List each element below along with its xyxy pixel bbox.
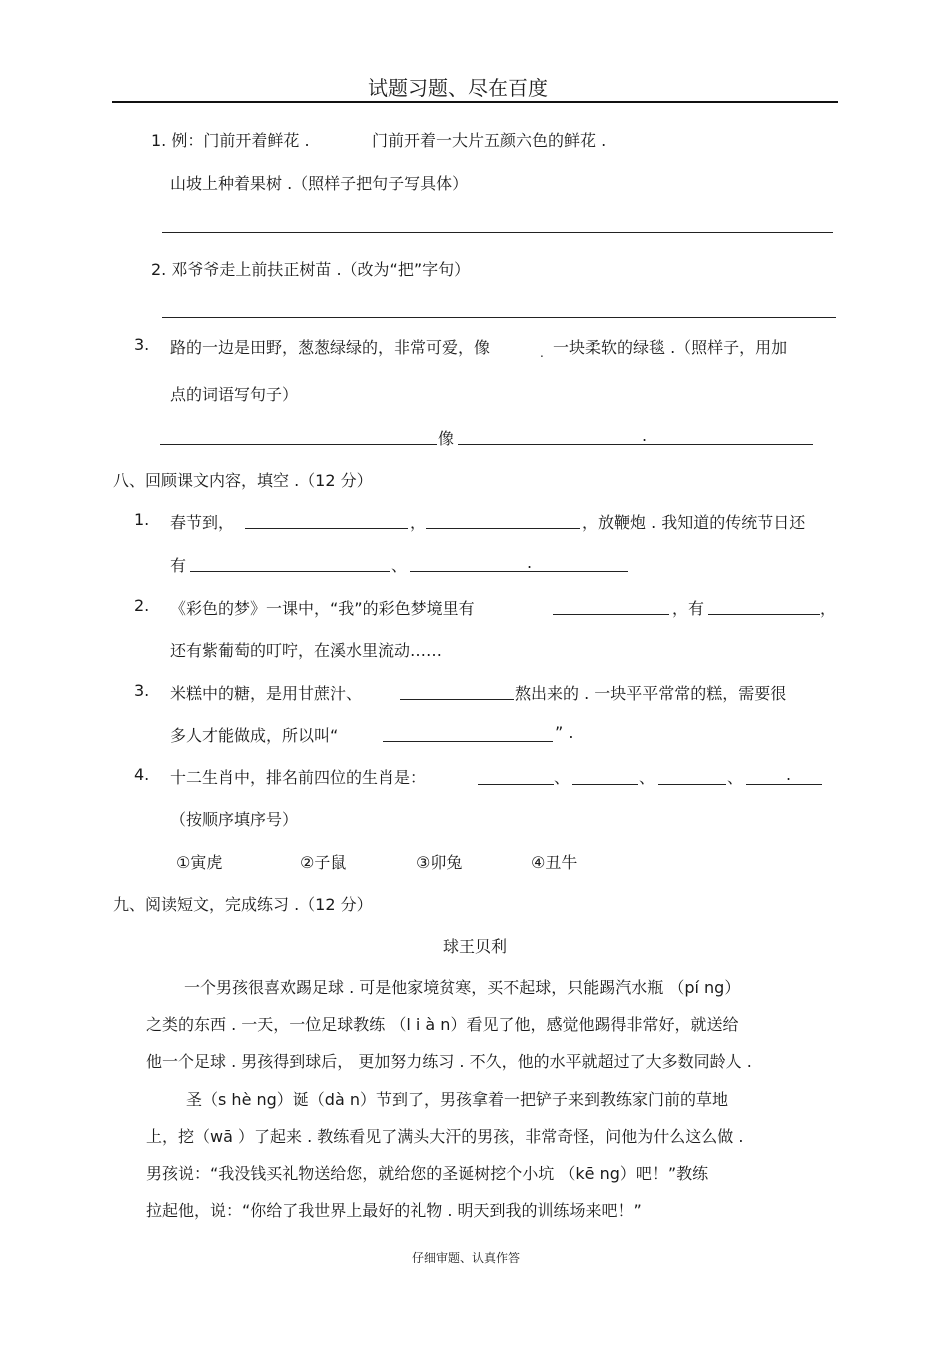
story-line: 男孩说：“我没钱买礼物送给您，就给您的圣诞树挖个小坑 （kē ng）吧！”教练 — [146, 1164, 709, 1183]
s8-q4-blank-2[interactable] — [572, 784, 638, 785]
s8-q4-sep-1: 、 — [554, 768, 571, 787]
story-title: 球王贝利 — [443, 937, 508, 956]
s8-q4-sep-3: 、 — [727, 768, 744, 787]
story-line: 之类的东西 . 一天，一位足球教练 （l i à n）看见了他，感觉他踢得非常好，就送给 — [146, 1015, 739, 1034]
page-footer: 仔细审题、认真作答 — [412, 1251, 521, 1265]
q3-text-cont: 一块柔软的绿毯 .（照样子，用加 — [553, 338, 788, 357]
s8-q4-a: 十二生肖中，排名前四位的生肖是： — [170, 768, 427, 787]
s8-q1-c: ，放鞭炮 . 我知道的传统节日还 — [582, 513, 806, 532]
s8-q4-blank-4[interactable] — [746, 784, 822, 785]
s8-q2-blank-2[interactable] — [708, 614, 820, 615]
s8-q4-period: . — [786, 765, 792, 784]
s8-q1-f: . — [527, 553, 533, 572]
s8-q2-number: 2. — [134, 596, 150, 615]
s8-q3-c: 多人才能做成，所以叫“ — [170, 726, 339, 745]
story-line: 拉起他，说：“你给了我世界上最好的礼物 . 明天到我的训练场来吧！” — [146, 1201, 642, 1220]
s8-q1-blank-4[interactable] — [410, 571, 628, 572]
story-line: 圣（s hè ng）诞（dà n）节到了，男孩拿着一把铲子来到教练家门前的草地 — [186, 1090, 728, 1109]
q1-answer-line[interactable] — [162, 232, 833, 233]
q3-blank-1[interactable] — [160, 444, 437, 445]
s8-q3-blank-2[interactable] — [383, 741, 553, 742]
section9-heading: 九、阅读短文，完成练习 .（12 分） — [113, 895, 373, 914]
s8-q3-blank-1[interactable] — [400, 699, 514, 700]
s8-q4-number: 4. — [134, 765, 150, 784]
q3-blank-2[interactable] — [458, 444, 813, 445]
option-2: ②子鼠 — [300, 853, 347, 872]
s8-q1-b: ， — [410, 513, 427, 532]
s8-q1-a: 春节到， — [170, 513, 235, 532]
option-1: ①寅虎 — [176, 853, 223, 872]
q1-task: 山坡上种着果树 .（照样子把句子写具体） — [170, 174, 469, 193]
q3-number: 3. — [134, 335, 150, 354]
s8-q2-c: ， — [820, 599, 837, 618]
s8-q2-a: 《彩色的梦》一课中，“我”的彩色梦境里有 — [170, 599, 475, 618]
q1-example: 1. 例：门前开着鲜花 . — [151, 131, 310, 150]
s8-q4-note: （按顺序填序号） — [170, 810, 299, 829]
option-4: ④丑牛 — [531, 853, 578, 872]
s8-q4-blank-1[interactable] — [478, 784, 554, 785]
s8-q3-b: 熬出来的 . 一块平平常常的糕，需要很 — [515, 684, 787, 703]
emphasis-dot: . — [540, 346, 544, 360]
header-rule — [112, 101, 838, 103]
s8-q1-d: 有 — [170, 556, 187, 575]
s8-q2-blank-1[interactable] — [553, 614, 669, 615]
q3-text: 路的一边是田野，葱葱绿绿的，非常可爱，像 — [170, 338, 491, 357]
q3-text-line2: 点的词语写句子） — [170, 385, 299, 404]
s8-q1-blank-1[interactable] — [245, 528, 408, 529]
q1-expanded: 门前开着一大片五颜六色的鲜花 . — [372, 131, 607, 150]
s8-q4-sep-2: 、 — [639, 768, 656, 787]
s8-q2-line2: 还有紫葡萄的叮咛，在溪水里流动…… — [170, 641, 443, 660]
s8-q1-blank-2[interactable] — [426, 528, 580, 529]
s8-q3-number: 3. — [134, 681, 150, 700]
q3-like: 像 — [438, 429, 455, 448]
story-line: 他一个足球 . 男孩得到球后， 更加努力练习 . 不久，他的水平就超过了大多数同龄人 . — [146, 1052, 752, 1071]
s8-q1-e: 、 — [391, 556, 408, 575]
option-3: ③卯兔 — [416, 853, 463, 872]
s8-q3-a: 米糕中的糖，是用甘蔗汁、 — [170, 684, 363, 703]
q2-answer-line[interactable] — [162, 317, 836, 318]
s8-q2-b: ，有 — [672, 599, 705, 618]
q2-text: 2. 邓爷爷走上前扶正树苗 .（改为“把”字句） — [151, 260, 471, 279]
story-line: 一个男孩很喜欢踢足球 . 可是他家境贫寒，买不起球，只能踢汽水瓶 （pí ng） — [184, 978, 741, 997]
section8-heading: 八、回顾课文内容，填空 .（12 分） — [113, 471, 373, 490]
story-line: 上，挖（wā ）了起来 . 教练看见了满头大汗的男孩，非常奇怪，问他为什么这么做 . — [146, 1127, 744, 1146]
q3-period: . — [642, 426, 648, 445]
s8-q1-blank-3[interactable] — [190, 571, 390, 572]
s8-q4-blank-3[interactable] — [658, 784, 726, 785]
s8-q3-d: ” . — [555, 723, 574, 742]
s8-q1-number: 1. — [134, 510, 150, 529]
page-title: 试题习题、尽在百度 — [368, 76, 548, 100]
